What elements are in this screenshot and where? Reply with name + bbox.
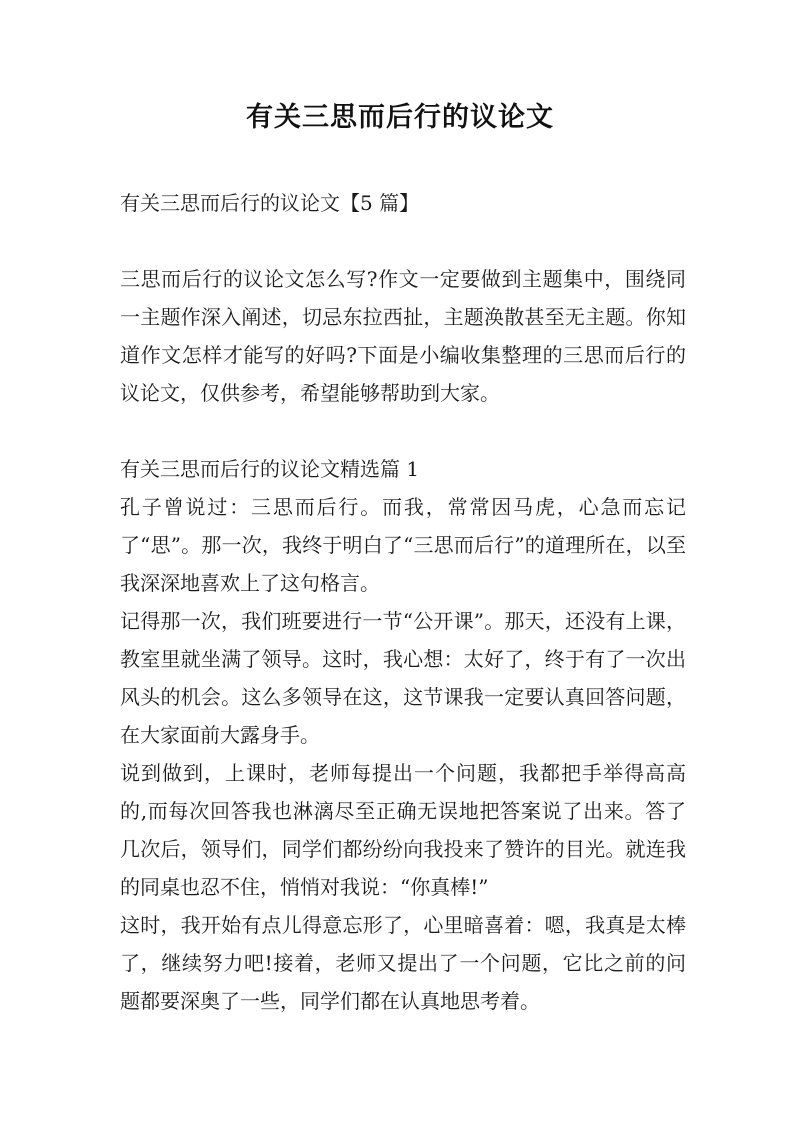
intro-paragraph: 三思而后行的议论文怎么写?作文一定要做到主题集中，围绕同一主题作深入阐述，切忌东拉西扯，主题涣散甚至无主题。你知道作文怎样才能写的好吗?下面是小编收集整理的三思而后行的议论文，仅供参考，希望能够帮助到大家。 — [120, 267, 686, 405]
body-paragraph-4: 这时，我开始有点儿得意忘形了，心里暗喜着：嗯，我真是太棒了，继续努力吧!接着，老师又提出了一个问题，它比之前的问题都要深奥了一些，同学们都在认真地思考着。 — [120, 913, 686, 1013]
body-paragraph-3: 说到做到，上课时，老师每提出一个问题，我都把手举得高高的,而每次回答我也淋漓尽至正确无误地把答案说了出来。答了几次后，领导们，同学们都纷纷向我投来了赞许的目光。就连我的同桌也忍不住，悄悄对我说：“你真棒!” — [120, 761, 686, 899]
document-subtitle: 有关三思而后行的议论文【5 篇】 — [120, 191, 420, 215]
body-paragraph-1: 孔子曾说过：三思而后行。而我，常常因马虎，心急而忘记了“思”。那一次，我终于明白了“三思而后行”的道理所在，以至我深深地喜欢上了这句格言。 — [120, 495, 686, 595]
section-heading: 有关三思而后行的议论文精选篇 1 — [120, 457, 420, 481]
document-title: 有关三思而后行的议论文 — [246, 102, 554, 133]
document-body — [120, 184, 686, 1020]
body-paragraph-2: 记得那一次，我们班要进行一节“公开课”。那天，还没有上课，教室里就坐满了领导。这时，我心想：太好了，终于有了一次出风头的机会。这么多领导在这，这节课我一定要认真回答问题，在大家面前大露身手。 — [120, 609, 686, 747]
